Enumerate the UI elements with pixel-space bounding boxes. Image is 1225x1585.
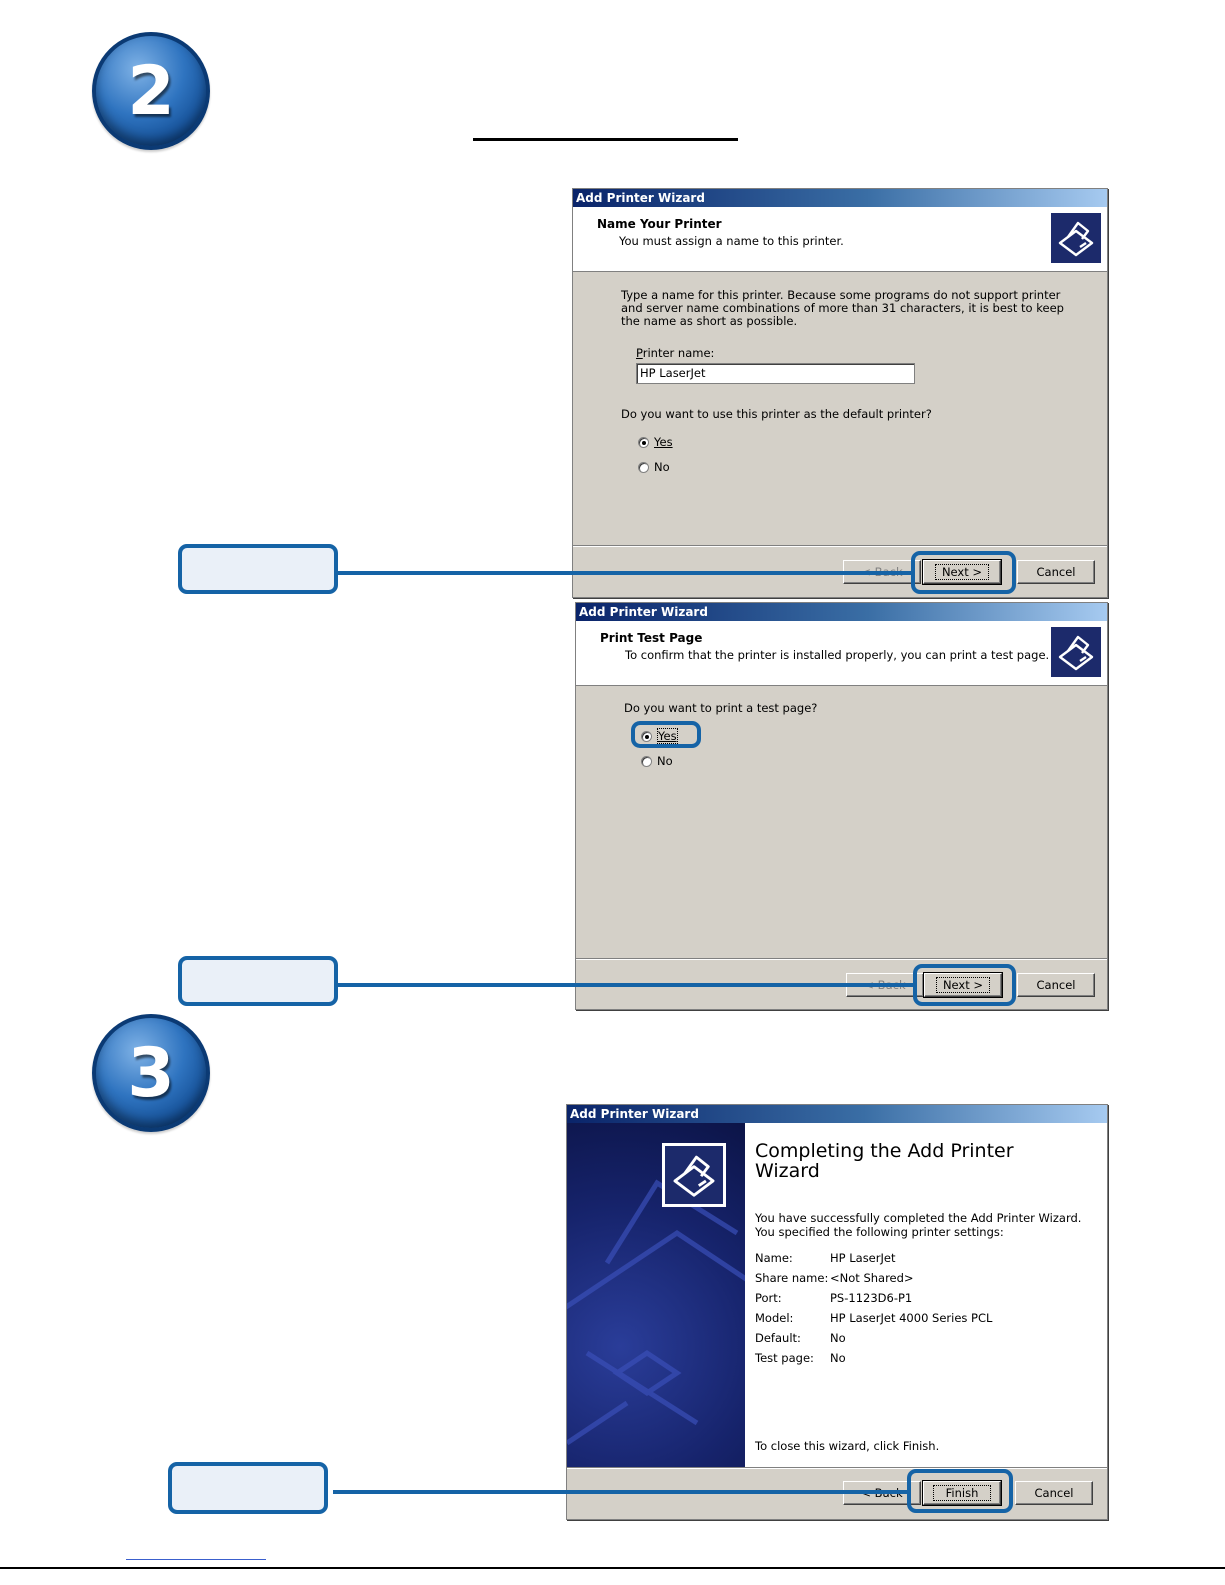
completed-text: You have successfully completed the Add Printer Wizard.: [755, 1211, 1082, 1225]
printer-name-label: Printer name:: [636, 346, 715, 360]
wizard-banner: [567, 1123, 745, 1467]
wizard-completing: [566, 1104, 1108, 1520]
setting-value: PS-1123D6-P1: [830, 1291, 913, 1305]
radio-no-label: No: [654, 460, 670, 474]
next-button-label: Next >: [936, 977, 990, 993]
test-page-no-radio[interactable]: [641, 754, 673, 768]
footer-link-rule: [126, 1559, 266, 1560]
button-separator: [573, 545, 1107, 547]
button-separator: [576, 958, 1107, 960]
setting-value: HP LaserJet: [830, 1251, 896, 1265]
radio-yes-label: Yes: [654, 435, 673, 449]
callout-box: [168, 1462, 328, 1514]
wizard-header: [573, 207, 1107, 272]
setting-value: HP LaserJet 4000 Series PCL: [830, 1311, 993, 1325]
next-button-highlight: [913, 964, 1016, 1006]
callout-connector: [338, 571, 914, 575]
default-yes-radio[interactable]: [638, 435, 673, 449]
wizard-content: [745, 1123, 1107, 1467]
step-3-badge: 3: [92, 1014, 210, 1132]
header-subtitle: You must assign a name to this printer.: [619, 234, 844, 248]
wizard-print-test-page: [575, 602, 1108, 1010]
printer-name-label-rest: rinter name:: [642, 346, 715, 360]
settings-intro-text: You specified the following printer settings:: [755, 1225, 1004, 1239]
header-subtitle: To confirm that the printer is installed properly, you can print a test page.: [625, 648, 1050, 662]
callout-connector: [333, 1490, 911, 1494]
header-title: Print Test Page: [600, 631, 703, 645]
printer-icon: [1051, 213, 1101, 263]
footer-rule: [0, 1567, 1225, 1569]
next-button-label: Next >: [935, 564, 989, 580]
heading-rule: [473, 138, 738, 141]
printer-icon-inner: [665, 1146, 723, 1204]
setting-key: Name:: [755, 1251, 793, 1265]
step-2-badge: 2: [92, 32, 210, 150]
setting-test-page: [755, 1351, 846, 1365]
default-no-radio[interactable]: [638, 460, 670, 474]
button-separator: [567, 1467, 1107, 1469]
finish-button-label: Finish: [933, 1485, 992, 1501]
callout-box: [178, 956, 338, 1006]
printer-name-input[interactable]: HP LaserJet: [636, 363, 915, 384]
setting-key: Default:: [755, 1331, 801, 1345]
cancel-button[interactable]: Cancel: [1015, 1481, 1093, 1505]
test-page-question: Do you want to print a test page?: [624, 701, 818, 715]
wizard-titlebar: Add Printer Wizard: [576, 603, 1107, 621]
radio-no-label: No: [657, 754, 673, 768]
cancel-button[interactable]: Cancel: [1017, 560, 1095, 584]
wizard-header: [576, 621, 1107, 686]
default-printer-question: Do you want to use this printer as the default printer?: [621, 407, 932, 421]
printer-icon: [1051, 627, 1101, 677]
setting-default: [755, 1331, 846, 1345]
wizard-name-printer: [572, 188, 1108, 598]
setting-model: [755, 1311, 992, 1325]
setting-key: Model:: [755, 1311, 794, 1325]
header-title: Name Your Printer: [597, 217, 722, 231]
completing-heading: Completing the Add Printer Wizard: [755, 1140, 1014, 1182]
close-instruction-text: To close this wizard, click Finish.: [755, 1439, 940, 1453]
radio-empty-icon: [641, 756, 652, 767]
printer-icon: [662, 1143, 726, 1207]
finish-button-highlight: [907, 1469, 1013, 1513]
callout-box: [178, 544, 338, 594]
setting-value: No: [830, 1331, 846, 1345]
yes-radio-highlight: [631, 721, 701, 748]
setting-key: Share name:: [755, 1271, 829, 1285]
setting-value: No: [830, 1351, 846, 1365]
radio-empty-icon: [638, 462, 649, 473]
setting-key: Test page:: [755, 1351, 814, 1365]
wizard-titlebar: Add Printer Wizard: [573, 189, 1107, 207]
setting-name: [755, 1251, 895, 1265]
radio-selected-icon: [638, 437, 649, 448]
setting-port: [755, 1291, 912, 1305]
callout-connector: [338, 983, 914, 987]
cancel-button[interactable]: Cancel: [1017, 973, 1095, 997]
setting-value: <Not Shared>: [830, 1271, 914, 1285]
setting-share-name: [755, 1271, 914, 1285]
wizard-titlebar: Add Printer Wizard: [567, 1105, 1107, 1123]
setting-key: Port:: [755, 1291, 782, 1305]
next-button-highlight: [911, 551, 1016, 594]
intro-text: Type a name for this printer. Because some programs do not support printer and server name combinations of more than 31 characters, it is best to keep the name as short as possible.: [621, 288, 1064, 328]
radio-yes-label: Yes: [658, 729, 677, 743]
